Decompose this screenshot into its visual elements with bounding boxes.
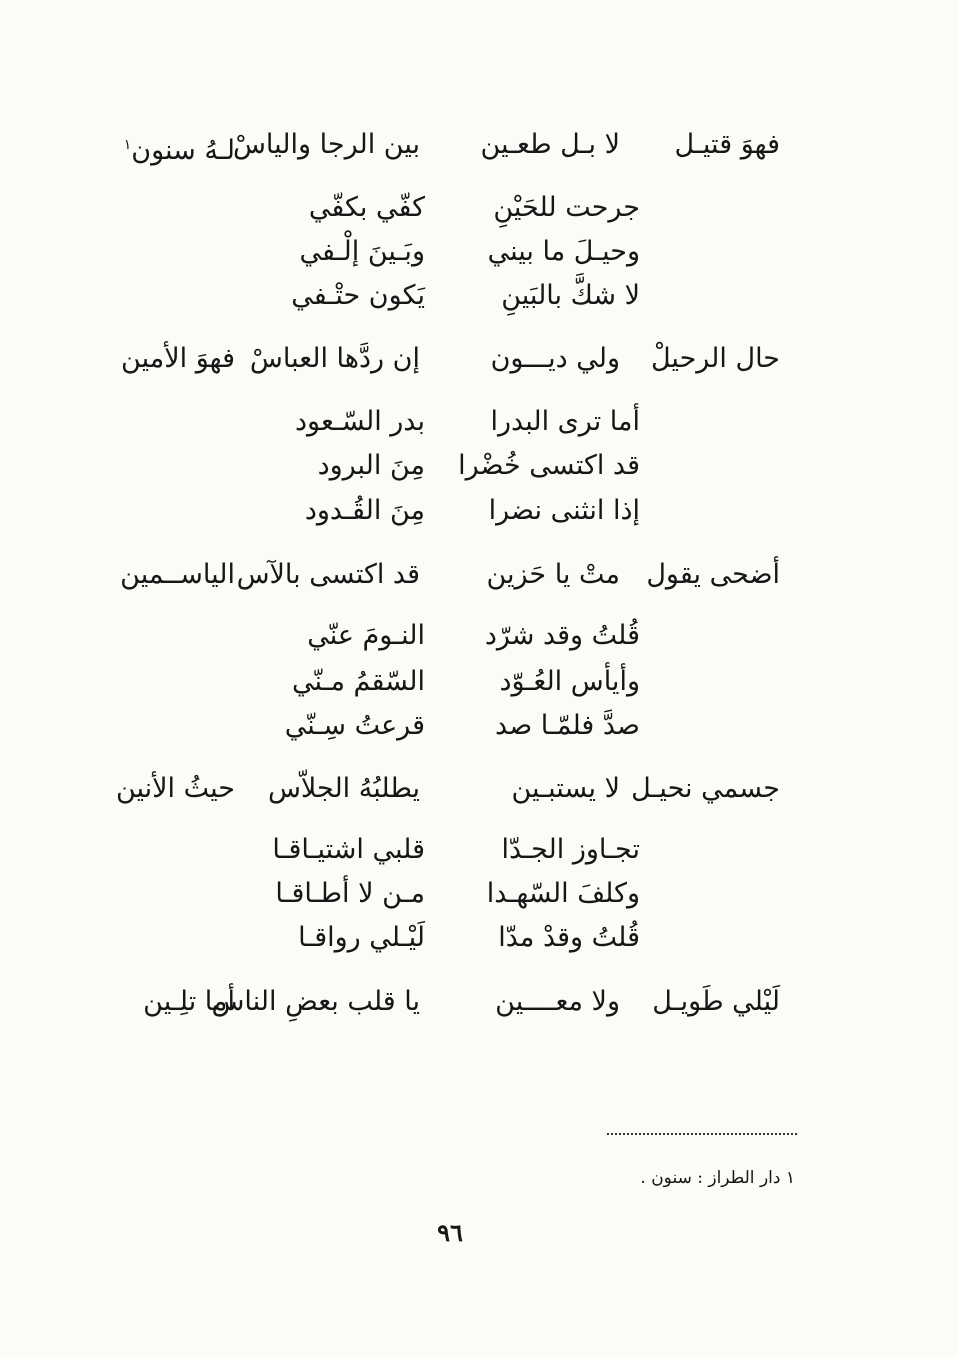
verse-part: أما تلِـين <box>143 986 235 1017</box>
verse-part: وكلفَ السّهـدا <box>486 878 640 909</box>
verse-part: أضحى يقول <box>646 559 780 590</box>
page-number: ٩٦ <box>437 1218 463 1247</box>
verse-part: النـومَ عنّي <box>307 620 425 651</box>
verse-part: لـهُ سنون <box>131 135 235 166</box>
poem-stanza-line <box>255 493 640 529</box>
verse-part: لا يستبـين <box>511 773 620 804</box>
footnote: ١ دار الطراز : سنون . <box>640 1168 795 1188</box>
poem-stanza-line <box>255 190 640 226</box>
poem-long-line <box>120 127 780 166</box>
verse-part: قلبي اشتيـاقـا <box>272 834 425 865</box>
verse-part: لَيْـلي رواقـا <box>298 922 425 953</box>
poem-long-line <box>120 341 780 377</box>
poem-stanza-line <box>255 448 640 484</box>
poem-stanza-line <box>255 876 640 912</box>
poem-stanza-line <box>255 278 640 314</box>
verse-part: يا قلب بعضِ الناس <box>211 986 420 1017</box>
verse-part: الياســمين <box>120 559 235 590</box>
verse-part: قرعتُ سِـنّي <box>284 710 425 741</box>
poem-stanza-line <box>255 618 640 654</box>
verse-part: لا شكَّ بالبَينِ <box>501 280 640 311</box>
verse-part: يطلبُهُ الجلاّس <box>267 773 420 804</box>
poem-stanza-line <box>255 404 640 440</box>
verse-part: وحيـلَ ما بيني <box>487 236 640 267</box>
verse-part: قد اكتسى بالآس <box>236 559 420 590</box>
verse-part-with-note <box>124 127 235 169</box>
verse-part: صدَّ فلمّـا صد <box>495 710 640 741</box>
poem-stanza-line <box>255 664 640 700</box>
verse-part: مِنَ القُـدود <box>304 495 425 526</box>
verse-part: وأيأس العُـوّد <box>499 666 640 697</box>
verse-part: تجـاوز الجـدّا <box>501 834 640 865</box>
poem-long-line <box>120 557 780 593</box>
verse-part: بين الرجا والياسْ <box>232 129 420 160</box>
verse-part: أما ترى البدرا <box>490 406 640 437</box>
poem-stanza-line <box>255 708 640 744</box>
verse-part: قد اكتسى خُضْرا <box>458 450 640 481</box>
poem-stanza-line <box>255 920 640 956</box>
verse-part: السّقمُ مـنّي <box>291 666 425 697</box>
verse-part: حيثُ الأنين <box>115 773 235 804</box>
verse-part: ولي ديـــون <box>490 343 620 374</box>
verse-part: لَيْلي طَويـل <box>652 986 780 1017</box>
verse-part: يَكون حتْـفي <box>291 280 425 311</box>
verse-part: ولا معــــين <box>495 986 620 1017</box>
poem-long-line <box>120 984 780 1020</box>
verse-part: بدر السّـعود <box>294 406 425 437</box>
verse-part: مـن لا أطـاقـا <box>275 878 425 909</box>
verse-part: قُلتُ وقدْ مدّا <box>498 922 640 953</box>
verse-part: فهوَ الأمين <box>121 343 235 374</box>
verse-part: متْ يا حَزين <box>486 559 620 590</box>
poem-long-line <box>115 771 780 807</box>
footnote-marker: ١ <box>123 137 132 153</box>
poem-stanza-line <box>255 234 640 270</box>
verse-part: وبَـينَ إلْـفي <box>299 236 425 267</box>
verse-part: حال الرحيلْ <box>650 343 780 374</box>
verse-part: كفّي بكفّي <box>308 192 425 223</box>
verse-part: جرحت للحَيْنِ <box>493 192 640 223</box>
verse-part: لا بـل طعـين <box>480 129 620 160</box>
verse-part: مِنَ البرود <box>317 450 425 481</box>
verse-part: جسمي نحيـل <box>631 773 780 804</box>
verse-part: فهوَ قتيـل <box>674 129 780 160</box>
verse-part: إن ردَّها العباسْ <box>249 343 420 374</box>
verse-part: قُلتُ وقد شرّد <box>484 620 640 651</box>
poem-stanza-line <box>255 832 640 868</box>
footnote-divider <box>607 1133 797 1135</box>
verse-part: إذا انثنى نضرا <box>488 495 640 526</box>
